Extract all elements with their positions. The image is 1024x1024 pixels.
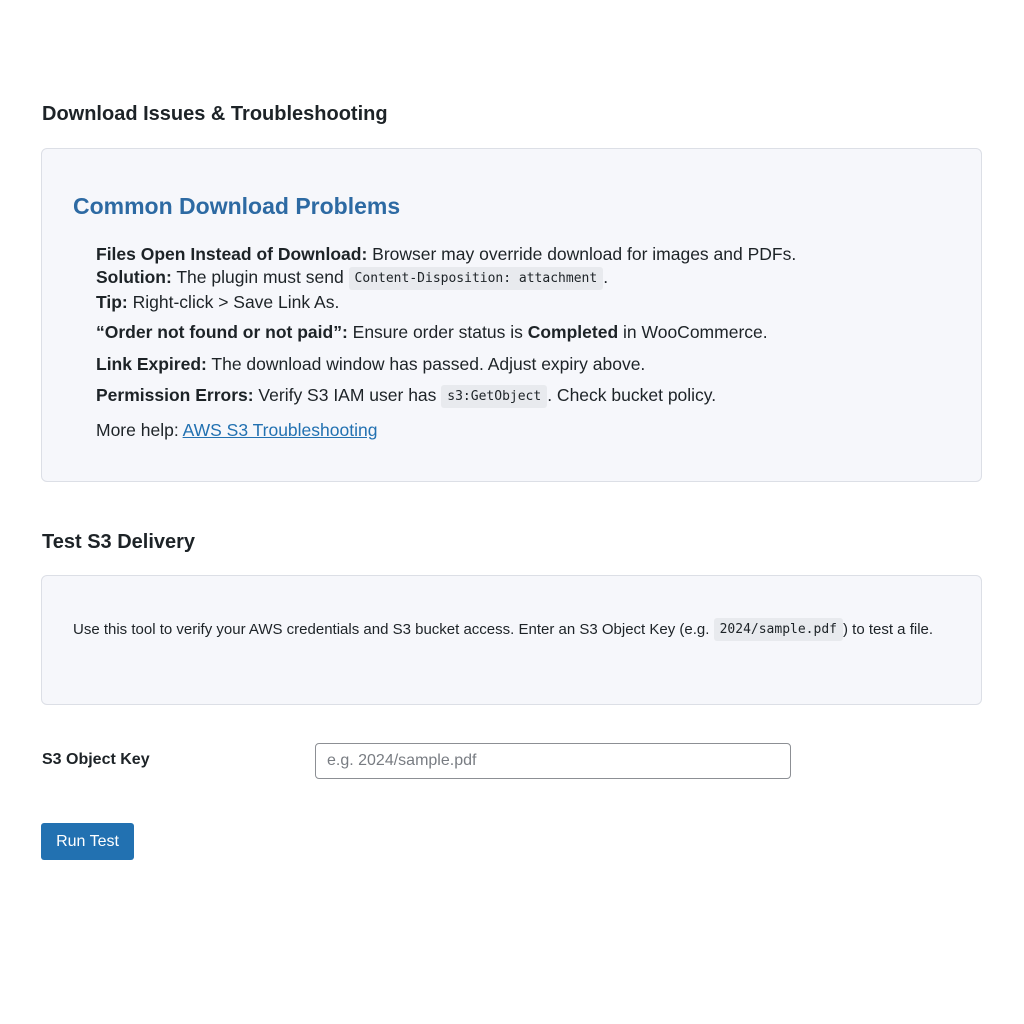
files-open-text: Browser may override download for images and PDFs. <box>367 244 797 264</box>
solution-text: The plugin must send <box>171 267 349 287</box>
test-description <box>73 616 963 643</box>
getobject-code: s3:GetObject <box>441 385 547 408</box>
solution-end: . <box>603 267 609 287</box>
expired-text: The download window has passed. Adjust expiry above. <box>206 354 646 374</box>
order-end: in WooCommerce. <box>618 322 768 342</box>
files-open-label: Files Open Instead of Download: <box>96 244 368 264</box>
more-help-label: More help: <box>96 420 183 440</box>
content-disposition-code: Content-Disposition: attachment <box>349 267 604 290</box>
s3-object-key-label: S3 Object Key <box>42 751 150 768</box>
more-help-item <box>96 420 377 441</box>
sample-key-code: 2024/sample.pdf <box>714 618 843 641</box>
aws-s3-troubleshooting-link[interactable]: AWS S3 Troubleshooting <box>182 420 378 440</box>
perm-end: . Check bucket policy. <box>547 385 717 405</box>
tip-item <box>96 292 339 313</box>
link-expired-item <box>96 354 645 375</box>
order-text: Ensure order status is <box>347 322 528 342</box>
permission-errors-item <box>96 385 716 408</box>
order-label: “Order not found or not paid”: <box>96 322 348 342</box>
test-description-end: ) to test a file. <box>843 621 934 638</box>
tip-text: Right-click > Save Link As. <box>127 292 340 312</box>
test-s3-title: Test S3 Delivery <box>42 531 196 553</box>
tip-label: Tip: <box>96 292 128 312</box>
files-open-item <box>96 244 796 265</box>
common-problems-panel <box>41 148 982 482</box>
expired-label: Link Expired: <box>96 354 207 374</box>
test-info-panel <box>41 575 982 705</box>
troubleshooting-title: Download Issues & Troubleshooting <box>42 103 388 125</box>
solution-item <box>96 267 608 290</box>
run-test-button[interactable]: Run Test <box>41 823 134 860</box>
perm-label: Permission Errors: <box>96 385 254 405</box>
s3-object-key-input[interactable] <box>315 743 791 779</box>
order-not-found-item <box>96 322 768 343</box>
order-status: Completed <box>527 322 619 342</box>
common-problems-heading: Common Download Problems <box>73 193 401 219</box>
perm-text: Verify S3 IAM user has <box>253 385 442 405</box>
test-description-text: Use this tool to verify your AWS credentials and S3 bucket access. Enter an S3 Object Key (e.g. <box>73 621 714 638</box>
solution-label: Solution: <box>96 267 172 287</box>
